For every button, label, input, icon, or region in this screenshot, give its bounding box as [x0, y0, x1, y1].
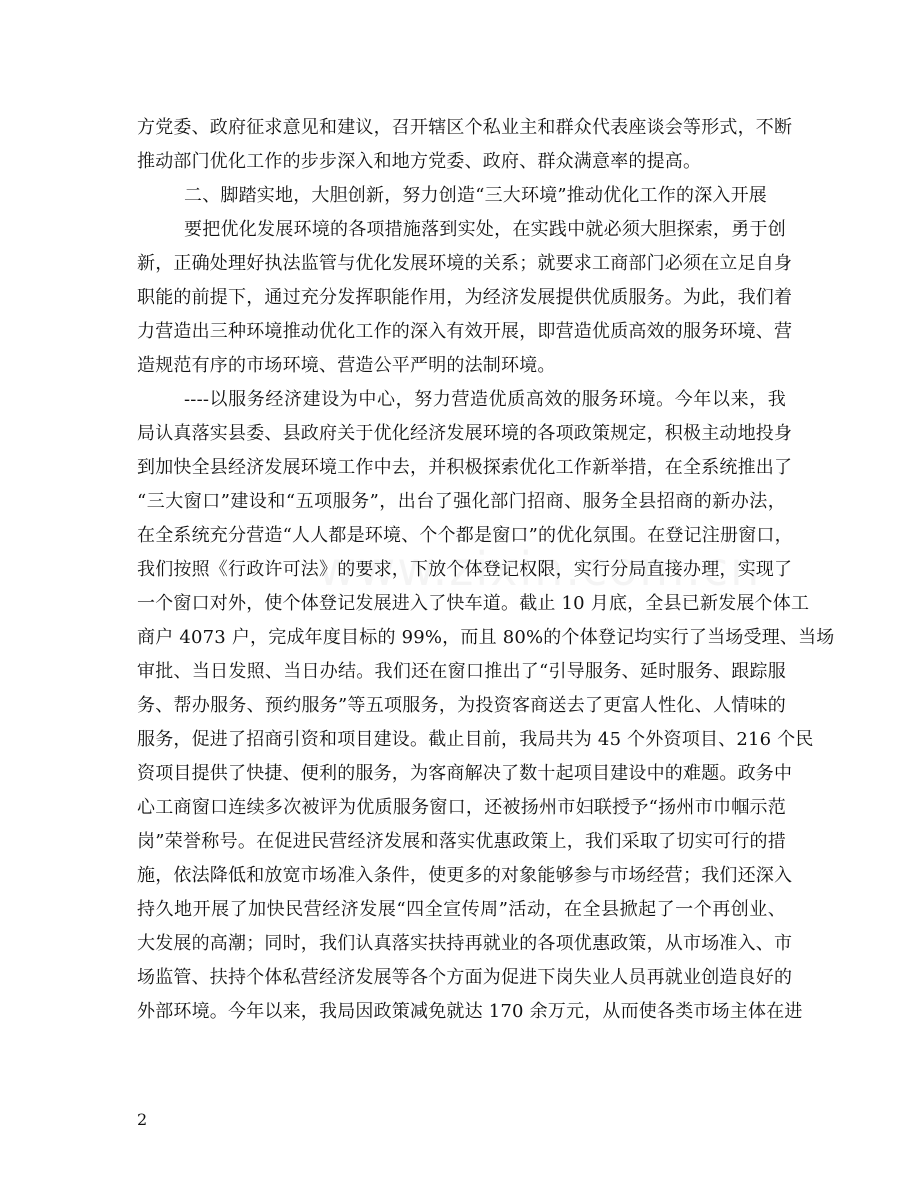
text-line: 力营造出三种环境推动优化工作的深入有效开展，即营造优质高效的服务环境、营: [137, 321, 793, 342]
text-line: 持久地开展了加快民营经济发展“四全宣传周”活动，在全县掀起了一个再创业、: [137, 899, 786, 920]
text-line: “三大窗口”建设和“五项服务”，出台了强化部门招商、服务全县招商的新办法，: [137, 491, 786, 512]
text-line: 大发展的高潮；同时，我们认真落实扶持再就业的各项优惠政策，从市场准入、市: [137, 933, 793, 954]
text-line: 心工商窗口连续多次被评为优质服务窗口，还被扬州市妇联授予“扬州市巾帼示范: [137, 797, 786, 818]
text-line: 审批、当日发照、当日办结。我们还在窗口推出了“引导服务、延时服务、跟踪服: [137, 661, 786, 682]
text-line: 职能的前提下，通过充分发挥职能作用，为经济发展提供优质服务。为此，我们着: [137, 287, 793, 308]
text-line: 到加快全县经济发展环境工作中去，并积极探索优化工作新举措，在全系统推出了: [137, 457, 793, 478]
text-line: 在全系统充分营造“人人都是环境、个个都是窗口”的优化氛围。在登记注册窗口，: [137, 525, 793, 546]
text-line: 外部环境。今年以来，我局因政策减免就达 170 余万元，从而使各类市场主体在进: [137, 1001, 803, 1022]
text-line: 服务，促进了招商引资和项目建设。截止目前，我局共为 45 个外资项目、216 个民: [137, 729, 814, 750]
text-line: 局认真落实县委、县政府关于优化经济发展环境的各项政策规定，积极主动地投身: [137, 423, 793, 444]
text-line: 务、帮办服务、预约服务”等五项服务，为投资客商送去了更富人性化、人情味的: [137, 695, 786, 716]
section-heading: 二、脚踏实地，大胆创新，努力创造“三大环境”推动优化工作的深入开展: [184, 185, 768, 206]
text-line: 造规范有序的市场环境、营造公平严明的法制环境。: [137, 355, 556, 376]
text-line: 我们按照《行政许可法》的要求，下放个体登记权限，实行分局直接办理，实现了: [137, 559, 793, 580]
text-line: 岗”荣誉称号。在促进民营经济发展和落实优惠政策上，我们采取了切实可行的措: [137, 831, 786, 852]
text-line: 场监管、扶持个体私营经济发展等各个方面为促进下岗失业人员再就业创造良好的: [137, 967, 793, 988]
text-line: 要把优化发展环境的各项措施落到实处，在实践中就必须大胆探索，勇于创: [184, 219, 786, 240]
text-line: ----以服务经济建设为中心，努力营造优质高效的服务环境。今年以来，我: [184, 389, 786, 410]
text-line: 新，正确处理好执法监管与优化发展环境的关系；就要求工商部门必须在立足自身: [137, 253, 793, 274]
text-line: 方党委、政府征求意见和建议，召开辖区个私业主和群众代表座谈会等形式，不断: [137, 117, 793, 138]
text-line: 商户 4073 户，完成年度目标的 99%，而且 80%的个体登记均实行了当场受理、当场: [137, 627, 835, 648]
text-line: 资项目提供了快捷、便利的服务，为客商解决了数十起项目建设中的难题。政务中: [137, 763, 793, 784]
text-line: 一个窗口对外，使个体登记发展进入了快车道。截止 10 月底，全县已新发展个体工: [137, 593, 810, 614]
text-line: 推动部门优化工作的步步深入和地方党委、政府、群众满意率的提高。: [137, 151, 702, 172]
page-number: 2: [137, 1110, 148, 1129]
text-line: 施，依法降低和放宽市场准入条件，使更多的对象能够参与市场经营；我们还深入: [137, 865, 793, 886]
